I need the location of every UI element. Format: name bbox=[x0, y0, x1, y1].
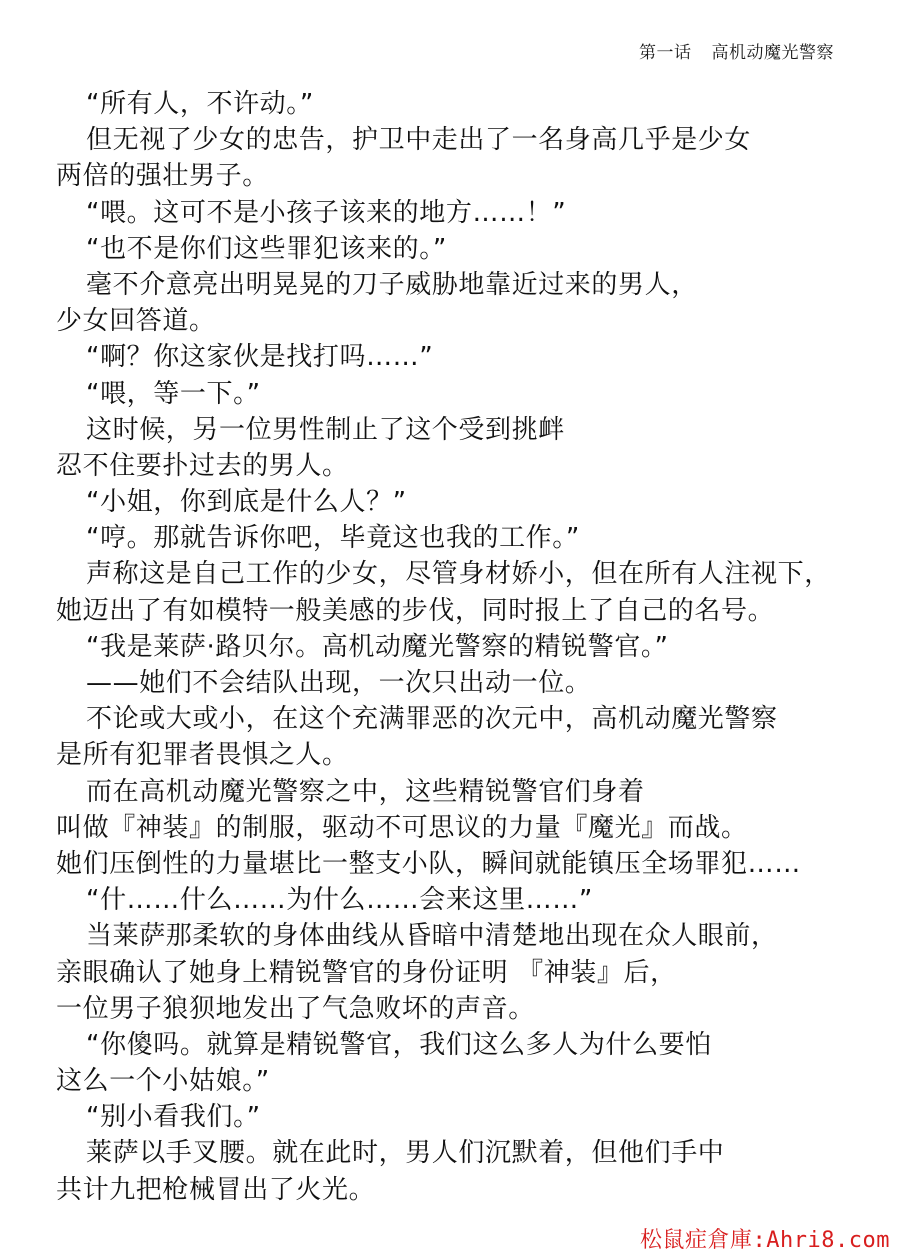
text-line: 毫不介意亮出明晃晃的刀子威胁地靠近过来的男人， bbox=[86, 269, 698, 300]
text-line: 忍不住要扑过去的男人。 bbox=[56, 450, 349, 481]
text-line: 亲眼确认了她身上精锐警官的身份证明 『神装』后， bbox=[56, 957, 677, 988]
text-line: 两倍的强壮男子。 bbox=[56, 161, 269, 192]
text-line: “喂，等一下。” bbox=[86, 378, 261, 409]
watermark: 松鼠症倉庫:Ahri8.com bbox=[640, 1228, 890, 1253]
text-line: 她们压倒性的力量堪比一整支小队，瞬间就能镇压全场罪犯…… bbox=[56, 848, 801, 879]
text-line: 但无视了少女的忠告，护卫中走出了一名身高几乎是少女 bbox=[86, 125, 752, 156]
text-line: “什……什么……为什么……会来这里……” bbox=[86, 885, 593, 916]
text-line: “也不是你们这些罪犯该来的。” bbox=[86, 233, 447, 264]
text-line: “你傻吗。就算是精锐警官，我们这么多人为什么要怕 bbox=[86, 1029, 712, 1060]
text-line: ——她们不会结队出现，一次只出动一位。 bbox=[86, 668, 592, 698]
text-line: “喂。这可不是小孩子该来的地方……！” bbox=[86, 197, 567, 228]
text-line: “小姐，你到底是什么人？” bbox=[86, 487, 407, 518]
text-line: “别小看我们。” bbox=[86, 1102, 261, 1133]
text-line: 声称这是自己工作的少女，尽管身材娇小，但在所有人注视下， bbox=[86, 559, 831, 590]
text-line: 共计九把枪械冒出了火光。 bbox=[56, 1174, 376, 1205]
text-line: 叫做『神装』的制服，驱动不可思议的力量『魔光』而战。 bbox=[56, 812, 748, 843]
running-header bbox=[639, 38, 834, 63]
chapter-title: 高机动魔光警察 bbox=[711, 43, 834, 63]
text-line: 而在高机动魔光警察之中，这些精锐警官们身着 bbox=[86, 776, 645, 807]
text-line: 是所有犯罪者畏惧之人。 bbox=[56, 740, 349, 771]
text-line: “啊？你这家伙是找打吗……” bbox=[86, 342, 434, 373]
text-line: “哼。那就告诉你吧，毕竟这也我的工作。” bbox=[86, 523, 580, 554]
text-line: 这时候，另一位男性制止了这个受到挑衅 bbox=[86, 414, 565, 445]
text-line: 一位男子狼狈地发出了气急败坏的声音。 bbox=[56, 993, 535, 1024]
text-line: “我是莱萨·路贝尔。高机动魔光警察的精锐警官。” bbox=[86, 631, 669, 662]
text-line: 少女回答道。 bbox=[56, 306, 216, 337]
text-line: 莱萨以手叉腰。就在此时，男人们沉默着，但他们手中 bbox=[86, 1138, 725, 1169]
body-text bbox=[56, 86, 886, 1208]
text-line: 她迈出了有如模特一般美感的步伐，同时报上了自己的名号。 bbox=[56, 595, 775, 626]
text-line: “所有人，不许动。” bbox=[86, 89, 314, 119]
text-line: 当莱萨那柔软的身体曲线从昏暗中清楚地出现在众人眼前， bbox=[86, 921, 778, 952]
text-line: 这么一个小姑娘。” bbox=[56, 1066, 270, 1097]
chapter-number: 第一话 bbox=[639, 43, 692, 63]
text-line: 不论或大或小，在这个充满罪恶的次元中，高机动魔光警察 bbox=[86, 704, 778, 735]
